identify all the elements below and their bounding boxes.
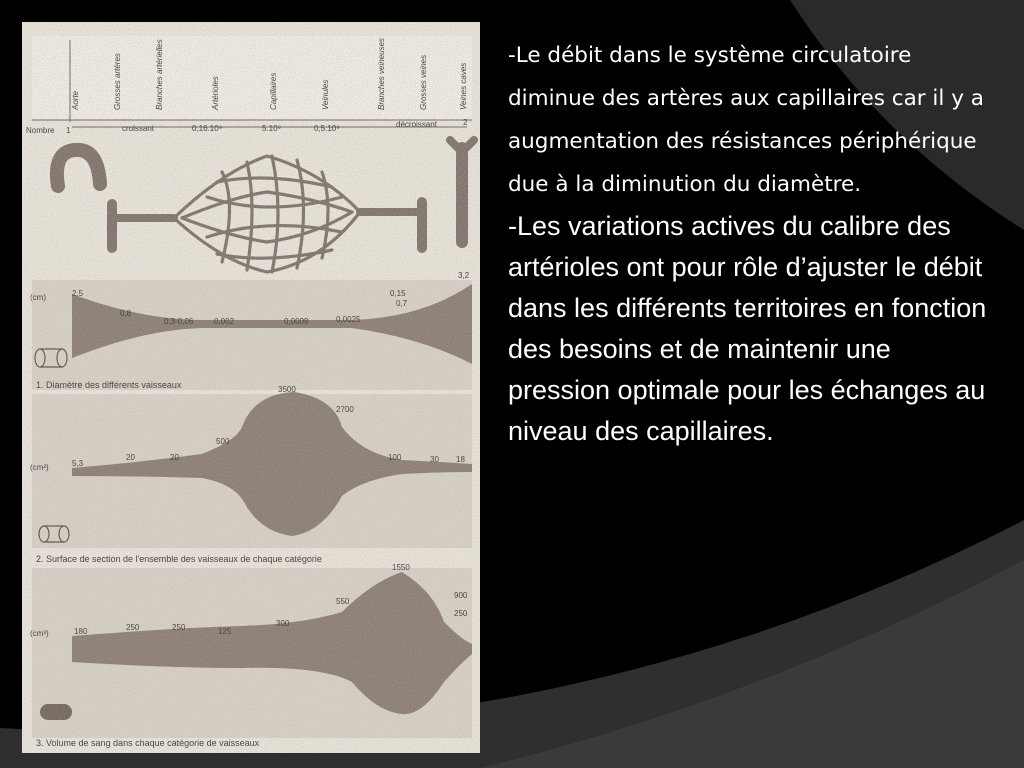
paragraph-arterioles: -Les variations actives du calibre des artérioles ont pour rôle d’ajuster le débit dans les différents territoires en fonction des besoins et de maintenir une pression optimale pour les échanges au niveau des capillaires. [508, 211, 987, 446]
circulation-figure [22, 22, 480, 753]
scan-grain-overlay [22, 22, 480, 753]
slide-text [508, 34, 988, 452]
paragraph-debit: -Le débit dans le système circulatoire diminue des artères aux capillaires car il y a augmentation des résistances périphérique due à la diminution du diamètre. [508, 43, 984, 197]
